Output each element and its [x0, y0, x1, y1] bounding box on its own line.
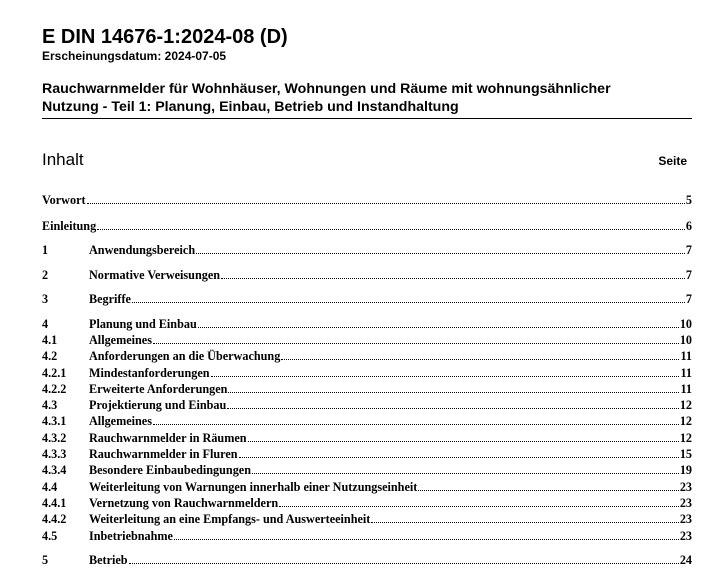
toc-entry-page: 11	[680, 349, 692, 363]
toc-entry[interactable]	[42, 431, 692, 445]
toc-entry-title: Mindestanforderungen	[89, 366, 210, 380]
toc-entry[interactable]	[42, 512, 692, 526]
toc-dot-leader	[153, 343, 679, 344]
toc-entry-title: Anwendungsbereich	[89, 243, 196, 257]
toc-entry[interactable]	[42, 463, 692, 477]
toc-entry-page: 12	[679, 414, 692, 428]
toc-entry-page: 23	[679, 480, 692, 494]
toc-entry[interactable]	[42, 243, 692, 257]
toc-entry-title: Normative Verweisungen	[89, 268, 221, 282]
toc-entry[interactable]	[42, 193, 692, 207]
toc-entry-page: 10	[679, 317, 692, 331]
toc-dot-leader	[97, 229, 685, 230]
document-id: E DIN 14676-1:2024-08 (D)	[42, 26, 288, 48]
toc-entry[interactable]	[42, 529, 692, 543]
document-title-line-2: Nutzung - Teil 1: Planung, Einbau, Betrieb und Instandhaltung	[42, 99, 459, 115]
toc-entry-number: 4.2.1	[42, 366, 67, 380]
toc-dot-leader	[281, 359, 679, 360]
toc-entry[interactable]	[42, 366, 692, 380]
toc-dot-leader	[221, 278, 685, 279]
toc-dot-leader	[196, 253, 685, 254]
toc-entry-page: 12	[679, 431, 692, 445]
toc-dot-leader	[279, 506, 679, 507]
toc-entry-number: 4.4.1	[42, 496, 67, 510]
toc-dot-leader	[227, 408, 679, 409]
toc-dot-leader	[129, 563, 679, 564]
toc-entry-number: 5	[42, 553, 49, 567]
toc-entry-title: Erweiterte Anforderungen	[89, 382, 228, 396]
toc-entry-page: 23	[679, 496, 692, 510]
toc-entry-number: 3	[42, 292, 49, 306]
toc-entry[interactable]	[42, 219, 692, 233]
toc-entry-page: 7	[685, 243, 692, 257]
toc-entry-title: Vernetzung von Rauchwarnmeldern	[89, 496, 279, 510]
toc-page-column-label: Seite	[658, 154, 687, 168]
toc-entry-title: Anforderungen an die Überwachung	[89, 349, 281, 363]
toc-dot-leader	[87, 203, 685, 204]
toc-entry-number: 2	[42, 268, 49, 282]
toc-entry-page: 6	[685, 219, 692, 233]
toc-entry-title: Weiterleitung von Warnungen innerhalb einer Nutzungseinheit	[89, 480, 418, 494]
toc-dot-leader	[211, 376, 680, 377]
toc-entry-title: Rauchwarnmelder in Räumen	[89, 431, 247, 445]
toc-entry[interactable]	[42, 496, 692, 510]
toc-entry[interactable]	[42, 333, 692, 347]
toc-entry-number: 4.3.2	[42, 431, 67, 445]
toc-entry-title: Betrieb	[89, 553, 128, 567]
toc-entry-title: Rauchwarnmelder in Fluren	[89, 447, 238, 461]
toc-entry[interactable]	[42, 414, 692, 428]
toc-heading: Inhalt	[42, 150, 84, 169]
toc-entry-number: 4.2	[42, 349, 58, 363]
toc-entry-title: Besondere Einbaubedingungen	[89, 463, 251, 477]
toc-entry[interactable]	[42, 398, 692, 412]
toc-entry-page: 11	[680, 366, 692, 380]
toc-entry-title: Vorwort	[42, 193, 86, 207]
toc-entry-number: 4.4	[42, 480, 58, 494]
toc-entry-number: 4.1	[42, 333, 58, 347]
toc-entry-page: 19	[679, 463, 692, 477]
toc-dot-leader	[252, 473, 679, 474]
toc-entry-number: 4.5	[42, 529, 58, 543]
toc-dot-leader	[198, 327, 679, 328]
toc-entry-page: 11	[680, 382, 692, 396]
toc-entry-page: 5	[685, 193, 692, 207]
toc-dot-leader	[418, 490, 679, 491]
toc-entry[interactable]	[42, 382, 692, 396]
toc-dot-leader	[228, 392, 679, 393]
toc-entry-page: 10	[679, 333, 692, 347]
toc-entry-title: Inbetriebnahme	[89, 529, 173, 543]
toc-entry-number: 4.4.2	[42, 512, 67, 526]
toc-entry-page: 7	[685, 268, 692, 282]
toc-entry-number: 4.3.3	[42, 447, 67, 461]
toc-entry[interactable]	[42, 317, 692, 331]
toc-dot-leader	[239, 457, 679, 458]
toc-entry-title: Allgemeines	[89, 333, 152, 347]
toc-entry-title: Begriffe	[89, 292, 131, 306]
toc-dot-leader	[153, 424, 679, 425]
toc-entry-number: 4.3.1	[42, 414, 67, 428]
toc-entry[interactable]	[42, 447, 692, 461]
toc-entry[interactable]	[42, 292, 692, 306]
toc-entry[interactable]	[42, 349, 692, 363]
toc-dot-leader	[248, 441, 679, 442]
document-title-line-1: Rauchwarnmelder für Wohnhäuser, Wohnungen und Räume mit wohnungsähnlicher	[42, 81, 611, 97]
toc-dot-leader	[371, 522, 678, 523]
toc-entry-title: Planung und Einbau	[89, 317, 197, 331]
toc-entry[interactable]	[42, 553, 692, 567]
toc-dot-leader	[132, 302, 685, 303]
toc-entry[interactable]	[42, 480, 692, 494]
toc-entry-number: 4.3.4	[42, 463, 67, 477]
toc-entry-page: 23	[679, 529, 692, 543]
toc-entry-page: 12	[679, 398, 692, 412]
toc-entry-number: 1	[42, 243, 49, 257]
publication-date: Erscheinungsdatum: 2024-07-05	[42, 49, 227, 63]
toc-entry-title: Projektierung und Einbau	[89, 398, 227, 412]
toc-entry-page: 24	[679, 553, 692, 567]
toc-entry-title: Allgemeines	[89, 414, 152, 428]
toc-entry-number: 4.3	[42, 398, 58, 412]
toc-entry[interactable]	[42, 268, 692, 282]
toc-entry-page: 15	[679, 447, 692, 461]
toc-entry-title: Weiterleitung an eine Empfangs- und Auswerteeinheit	[89, 512, 371, 526]
toc-entry-page: 23	[679, 512, 692, 526]
toc-dot-leader	[174, 539, 679, 540]
toc-entry-number: 4	[42, 317, 49, 331]
toc-entry-page: 7	[685, 292, 692, 306]
toc-entry-number: 4.2.2	[42, 382, 67, 396]
toc-entry-title: Einleitung	[42, 219, 97, 233]
